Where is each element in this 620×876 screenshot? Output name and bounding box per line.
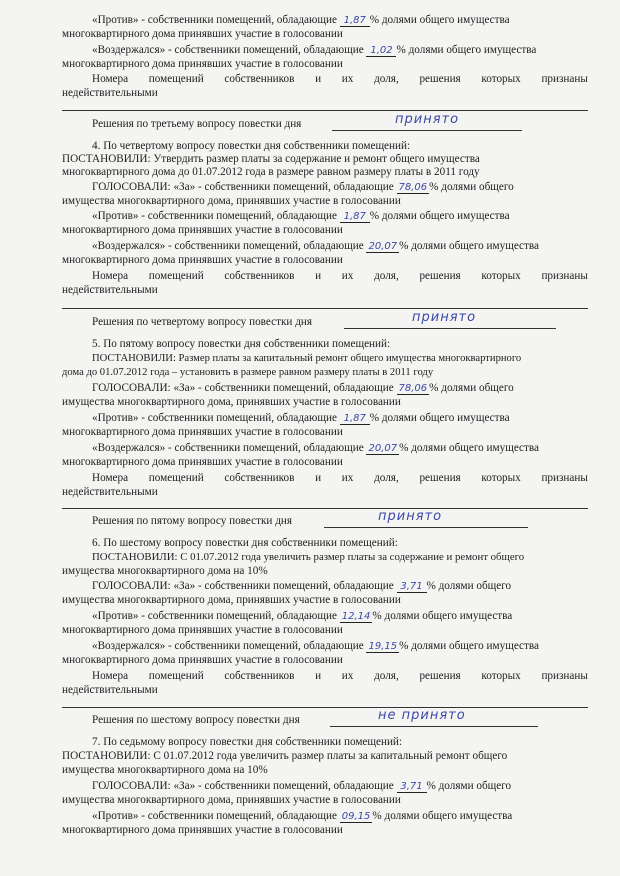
resolution-text: ПОСТАНОВИЛИ: Размер платы за капитальный ремонт общего имущества многоквартирного: [92, 353, 522, 364]
vote-for-text: ГОЛОСОВАЛИ: «За» - собственники помещений, обладающие: [92, 181, 394, 193]
vote-against-continuation: многоквартирного дома принявших участие в голосовании: [62, 824, 343, 836]
vote-for-text: ГОЛОСОВАЛИ: «За» - собственники помещений, обладающие: [92, 382, 394, 394]
vote-abstain-text: «Воздержался» - собственники помещений, обладающие: [92, 640, 364, 652]
vote-for-text: ГОЛОСОВАЛИ: «За» - собственники помещений, обладающие: [92, 780, 394, 792]
vote-for-continuation: имущества многоквартирного дома, принявших участие в голосовании: [62, 594, 401, 606]
vote-abstain-line: [62, 44, 588, 57]
invalid-word: доля,: [374, 670, 399, 682]
invalid-word: и: [315, 270, 322, 282]
invalid-word: которых: [481, 472, 521, 484]
invalid-word: признаны: [541, 670, 588, 682]
vote-against-suffix: % долями общего имущества: [369, 14, 510, 26]
vote-abstain-text: «Воздержался» - собственники помещений, обладающие: [92, 442, 364, 454]
vote-for-continuation: имущества многоквартирного дома, принявших участие в голосовании: [62, 396, 401, 408]
vote-against-line: [62, 810, 588, 823]
invalid-word: их: [341, 472, 354, 484]
invalid-word: и: [315, 670, 322, 682]
blank-rule: [62, 508, 588, 509]
decision-rule: [344, 328, 556, 329]
vote-against-suffix: % долями общего имущества: [372, 810, 513, 822]
invalid-word: решения: [419, 270, 461, 282]
decision-value: принято: [395, 112, 460, 127]
vote-against-continuation: многоквартирного дома принявших участие в голосовании: [62, 624, 343, 636]
vote-against-text: «Против» - собственники помещений, обладающие: [92, 810, 337, 822]
decision-label: Решения по третьему вопросу повестки дня: [92, 118, 302, 130]
question-heading: 4. По четвертому вопросу повестки дня собственники помещений:: [92, 140, 411, 152]
vote-for-value: 78,06: [398, 383, 428, 394]
invalid-word: и: [315, 472, 322, 484]
invalid-word: Номера: [92, 73, 129, 85]
invalid-word: помещений: [148, 472, 204, 484]
decision-label: Решения по шестому вопросу повестки дня: [92, 714, 300, 726]
vote-against-suffix: % долями общего имущества: [369, 210, 510, 222]
decision-rule: [332, 130, 522, 131]
vote-for-suffix: % долями общего: [429, 181, 514, 193]
invalid-word: и: [315, 73, 322, 85]
vote-for-continuation: имущества многоквартирного дома, принявших участие в голосовании: [62, 195, 401, 207]
vote-abstain-suffix: % долями общего имущества: [399, 640, 540, 652]
decision-value: принято: [378, 509, 443, 524]
invalid-word: которых: [481, 73, 521, 85]
invalid-word: Номера: [92, 670, 129, 682]
invalid-word: помещений: [148, 270, 204, 282]
vote-against-line: [62, 14, 588, 27]
vote-abstain-continuation: многоквартирного дома принявших участие в голосовании: [62, 58, 343, 70]
blank-rule: [62, 707, 588, 708]
invalid-owners-line: [62, 670, 588, 683]
invalid-word: доля,: [374, 270, 399, 282]
invalid-word: их: [341, 73, 354, 85]
invalid-word: которых: [481, 270, 521, 282]
vote-for-line: [62, 181, 588, 194]
invalid-owners-line: [62, 73, 588, 86]
invalid-owners-line: [62, 270, 588, 283]
resolution-text-cont: имущества многоквартирного дома на 10%: [62, 565, 268, 577]
decision-label: Решения по четвертому вопросу повестки дня: [92, 316, 313, 328]
invalid-owners-continuation: недействительными: [62, 284, 158, 296]
vote-against-value: 1,87: [340, 211, 370, 223]
decision-rule: [324, 527, 528, 528]
vote-against-continuation: многоквартирного дома принявших участие в голосовании: [62, 224, 343, 236]
vote-against-line: [62, 412, 588, 425]
question-heading: 7. По седьмому вопросу повестки дня собственники помещений:: [92, 736, 403, 748]
vote-abstain-suffix: % долями общего имущества: [396, 44, 537, 56]
vote-abstain-suffix: % долями общего имущества: [399, 442, 540, 454]
invalid-word: Номера: [92, 270, 129, 282]
invalid-owners-continuation: недействительными: [62, 486, 158, 498]
vote-abstain-line: [62, 240, 588, 253]
invalid-word: помещений: [148, 670, 204, 682]
vote-for-suffix: % долями общего: [426, 780, 512, 792]
vote-abstain-line: [62, 640, 588, 653]
vote-against-continuation: многоквартирного дома принявших участие в голосовании: [62, 28, 343, 40]
vote-for-suffix: % долями общего: [426, 580, 512, 592]
vote-against-line: [62, 210, 588, 223]
vote-for-line: [62, 780, 588, 793]
invalid-word: признаны: [541, 73, 588, 85]
vote-against-text: «Против» - собственники помещений, обладающие: [92, 210, 337, 222]
vote-abstain-value: 20,07: [368, 241, 398, 252]
vote-against-text: «Против» - собственники помещений, обладающие: [92, 610, 337, 622]
vote-abstain-continuation: многоквартирного дома принявших участие в голосовании: [62, 254, 343, 266]
vote-against-text: «Против» - собственники помещений, обладающие: [92, 14, 337, 26]
vote-abstain-continuation: многоквартирного дома принявших участие в голосовании: [62, 654, 343, 666]
invalid-word: доля,: [374, 73, 399, 85]
invalid-word: доля,: [374, 472, 399, 484]
invalid-word: Номера: [92, 472, 129, 484]
invalid-word: собственников: [224, 472, 295, 484]
invalid-word: собственников: [224, 270, 295, 282]
vote-against-continuation: многоквартирного дома принявших участие в голосовании: [62, 426, 343, 438]
vote-for-suffix: % долями общего: [429, 382, 514, 394]
vote-against-value: 12,14: [341, 611, 371, 622]
vote-abstain-value: 1,02: [366, 45, 396, 57]
vote-abstain-text: «Воздержался» - собственники помещений, обладающие: [92, 44, 364, 56]
resolution-text: ПОСТАНОВИЛИ: С 01.07.2012 года увеличить размер платы за капитальный ремонт общего: [62, 750, 508, 762]
vote-against-suffix: % долями общего имущества: [369, 412, 510, 424]
vote-abstain-line: [62, 442, 588, 455]
invalid-word: которых: [481, 670, 521, 682]
resolution-text: ПОСТАНОВИЛИ: С 01.07.2012 года увеличить размер платы за содержание и ремонт общего: [92, 551, 525, 563]
vote-against-text: «Против» - собственники помещений, обладающие: [92, 412, 337, 424]
vote-against-value: 1,87: [340, 15, 370, 27]
resolution-text-cont: многоквартирного дома до 01.07.2012 года в размере равном размеру платы в 2011 году: [62, 166, 480, 178]
invalid-word: решения: [419, 670, 461, 682]
vote-against-value: 1,87: [340, 413, 370, 425]
invalid-owners-continuation: недействительными: [62, 684, 158, 696]
resolution-text-cont: дома до 01.07.2012 года – установить в размере равном размеру платы в 2011 году: [62, 367, 434, 378]
invalid-word: решения: [419, 73, 461, 85]
invalid-word: решения: [419, 472, 461, 484]
invalid-owners-continuation: недействительными: [62, 87, 158, 99]
blank-rule: [62, 110, 588, 111]
vote-for-line: [62, 580, 588, 593]
vote-against-value: 09,15: [341, 811, 371, 822]
invalid-word: собственников: [224, 73, 295, 85]
decision-value: принято: [412, 310, 477, 325]
vote-abstain-suffix: % долями общего имущества: [399, 240, 540, 252]
decision-rule: [330, 726, 538, 727]
decision-value: не принято: [378, 708, 466, 723]
vote-abstain-text: «Воздержался» - собственники помещений, обладающие: [92, 240, 364, 252]
vote-against-line: [62, 610, 588, 623]
vote-abstain-continuation: многоквартирного дома принявших участие в голосовании: [62, 456, 343, 468]
invalid-word: признаны: [541, 472, 588, 484]
vote-for-value: 3,71: [397, 581, 427, 593]
invalid-word: их: [341, 670, 354, 682]
decision-label: Решения по пятому вопросу повестки дня: [92, 515, 293, 527]
resolution-text: ПОСТАНОВИЛИ: Утвердить размер платы за содержание и ремонт общего имущества: [62, 153, 480, 165]
vote-for-text: ГОЛОСОВАЛИ: «За» - собственники помещений, обладающие: [92, 580, 394, 592]
invalid-word: помещений: [148, 73, 204, 85]
vote-abstain-value: 20,07: [368, 443, 398, 454]
resolution-text-cont: имущества многоквартирного дома на 10%: [62, 764, 268, 776]
vote-for-value: 78,06: [398, 182, 428, 193]
invalid-owners-line: [62, 472, 588, 485]
vote-for-continuation: имущества многоквартирного дома, принявших участие в голосовании: [62, 794, 401, 806]
question-heading: 6. По шестому вопросу повестки дня собственники помещений:: [92, 537, 398, 549]
invalid-word: собственников: [224, 670, 295, 682]
invalid-word: их: [341, 270, 354, 282]
vote-against-suffix: % долями общего имущества: [372, 610, 513, 622]
vote-for-line: [62, 382, 588, 395]
blank-rule: [62, 308, 588, 309]
vote-abstain-value: 19,15: [368, 641, 398, 652]
invalid-word: признаны: [541, 270, 588, 282]
vote-for-value: 3,71: [397, 781, 427, 793]
question-heading: 5. По пятому вопросу повестки дня собственники помещений:: [92, 338, 391, 350]
